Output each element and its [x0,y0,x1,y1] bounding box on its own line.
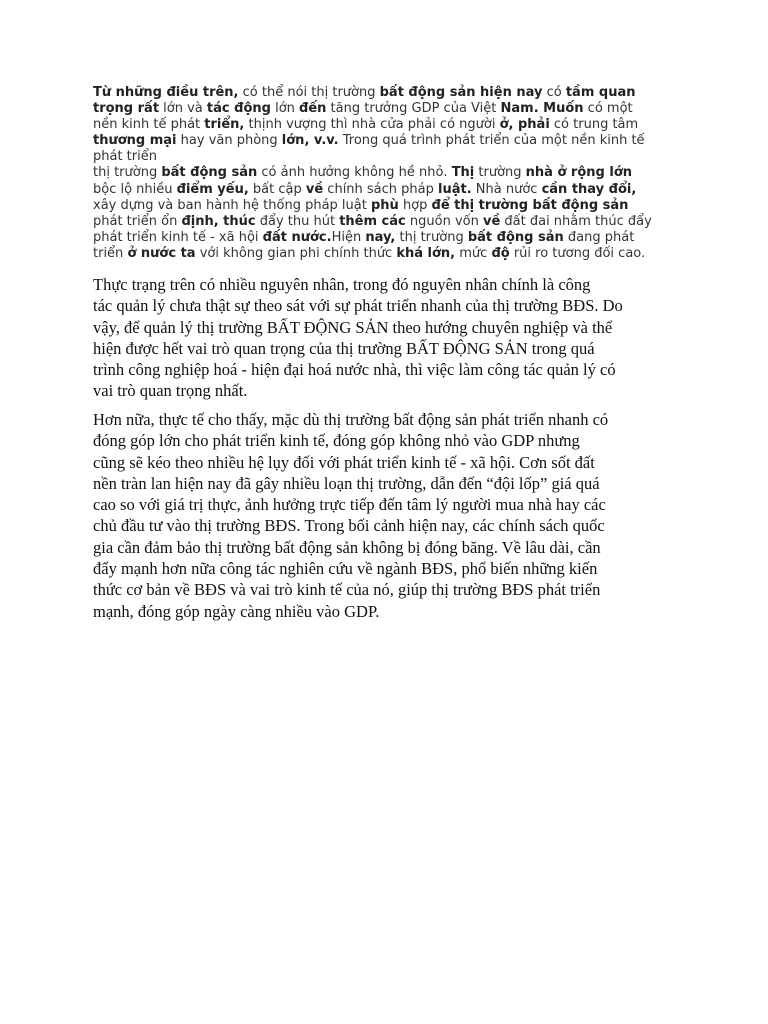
text-run: có ảnh hưởng không hề nhỏ. [257,165,452,181]
text-line [93,182,693,198]
text-line [93,214,693,230]
text-run: thị trường [93,165,162,181]
bold-text-run: khá lớn, [396,245,456,261]
text-run: mức [455,245,492,261]
text-run: thịnh vượng thì nhà cửa phải có người [244,117,500,133]
bold-text-run: về [482,213,501,229]
text-run: đẩy thu hút [255,213,340,229]
text-run: có trung tâm [549,117,639,133]
text-run: Hiện [331,229,366,245]
text-run: phát triển [93,149,157,165]
bold-text-run: thêm các [339,213,406,229]
text-run: có thể nói thị trường [238,85,380,100]
bold-text-run: trọng rất [93,101,160,117]
text-line: thức cơ bản về BĐS và vai trò kinh tế của nó, giúp thị trường BĐS phát triển [93,580,601,600]
bold-text-run: về [305,181,324,197]
text-run: thị trường [395,229,468,245]
bold-text-run: tầm quan [565,85,636,100]
bold-text-run: lớn, v.v. [281,133,339,149]
text-line: Thực trạng trên có nhiều nguyên nhân, trong đó nguyên nhân chính là công [93,275,591,294]
bold-text-run: bất động sản [467,229,564,245]
bold-text-run: Từ những điều trên, [93,85,239,100]
text-run: xây dựng và ban hành hệ thống pháp luật [93,197,371,213]
text-line: đẩy mạnh hơn nữa công tác nghiên cứu về ngành BĐS, phổ biến những kiến [93,559,598,579]
bold-text-run: đến [299,101,327,117]
bold-text-run: đất nước. [262,229,332,245]
text-run: hợp [398,197,432,213]
text-run: triển [93,245,128,261]
text-run: phát triển kinh tế - xã hội [93,229,263,245]
bold-text-run: cần thay đổi, [541,181,637,197]
text-run: trường [474,165,526,181]
text-line: đóng góp lớn cho phát triển kinh tế, đóng góp không nhỏ vào GDP nhưng [93,431,580,451]
text-line: tác quản lý chưa thật sự theo sát với sự phát triển nhanh của thị trường BĐS. Do [93,296,623,316]
text-line [93,101,693,117]
bold-text-run: ở, phải [499,117,550,133]
text-run: đất đai nhằm thúc đẩy [500,213,652,229]
text-run: nguồn vốn [405,213,483,229]
paragraph-intro [93,85,693,262]
text-line [93,149,693,165]
text-line [93,85,693,101]
text-run: Trong quá trình phát triển của một nền kinh tế [338,133,645,149]
text-line [93,117,693,133]
text-line: Hơn nữa, thực tế cho thấy, mặc dù thị trường bất động sản phát triển nhanh có [93,410,609,429]
bold-text-run: nay, [365,229,396,245]
text-line [93,230,693,246]
bold-text-run: bất động sản hiện nay [379,85,543,100]
text-line: mạnh, đóng góp ngày càng nhiều vào GDP. [93,601,380,621]
paragraph-conclusion [93,409,683,622]
text-line: hiện được hết vai trò quan trọng của thị trường BẤT ĐỘNG SẢN trong quá [93,338,595,358]
text-run: bất cập [248,181,306,197]
bold-text-run: độ [491,245,510,261]
text-line: nền tràn lan hiện nay đã gây nhiều loạn thị trường, dẫn đến “đội lốp” giá quá [93,473,600,493]
bold-text-run: thương mại [93,133,177,149]
bold-text-run: Nam. Muốn [500,101,584,117]
bold-text-run: tác động [206,101,271,117]
bold-text-run: phù [370,197,399,213]
text-line: trình công nghiệp hoá - hiện đại hoá nước nhà, thì việc làm công tác quản lý có [93,360,616,380]
bold-text-run: điểm yếu, [176,181,249,197]
text-line: chủ đầu tư vào thị trường BĐS. Trong bối cảnh hiện nay, các chính sách quốc [93,516,605,536]
text-line: cũng sẽ kéo theo nhiều hệ lụy đối với phát triển kinh tế - xã hội. Cơn sốt đất [93,452,595,472]
text-line [93,198,693,214]
bold-text-run: ở nước ta [127,245,196,261]
bold-text-run: Thị [451,165,475,181]
text-run: nền kinh tế phát [93,117,205,133]
text-line [93,165,693,181]
text-run: có [542,85,566,100]
bold-text-run: luật. [438,181,472,197]
text-run: lớn [270,101,300,117]
text-line: vậy, để quản lý thị trường BẤT ĐỘNG SẢN theo hướng chuyên nghiệp và thể [93,317,613,337]
text-run: đang phát [563,229,635,245]
text-run: Nhà nước [471,181,542,197]
text-run: phát triển ổn [93,213,182,229]
text-line: cao so với giá trị thực, ảnh hưởng trực tiếp đến tâm lý người mua nhà hay các [93,495,606,515]
text-line: vai trò quan trọng nhất. [93,381,248,401]
bold-text-run: triển, [204,117,245,133]
text-run: có một [583,101,633,117]
bold-text-run: để thị trường bất động sản [431,197,629,213]
text-line [93,133,693,149]
text-line [93,246,693,262]
text-run: rủi ro tương đối cao. [509,245,646,261]
bold-text-run: bất động sản [161,165,258,181]
text-line: gia cần đảm bảo thị trường bất động sản không bị đóng băng. Về lâu dài, cần [93,537,601,557]
bold-text-run: nhà ở rộng lớn [525,165,633,181]
paragraph-causes [93,274,683,402]
text-run: tăng trưởng GDP của Việt [326,101,501,117]
text-run: với không gian phi chính thức [195,245,397,261]
text-run: hay văn phòng [176,133,282,149]
text-run: chính sách pháp [323,181,439,197]
bold-text-run: định, thúc [181,213,256,229]
text-run: bộc lộ nhiều [93,181,177,197]
text-run: lớn và [159,101,207,117]
